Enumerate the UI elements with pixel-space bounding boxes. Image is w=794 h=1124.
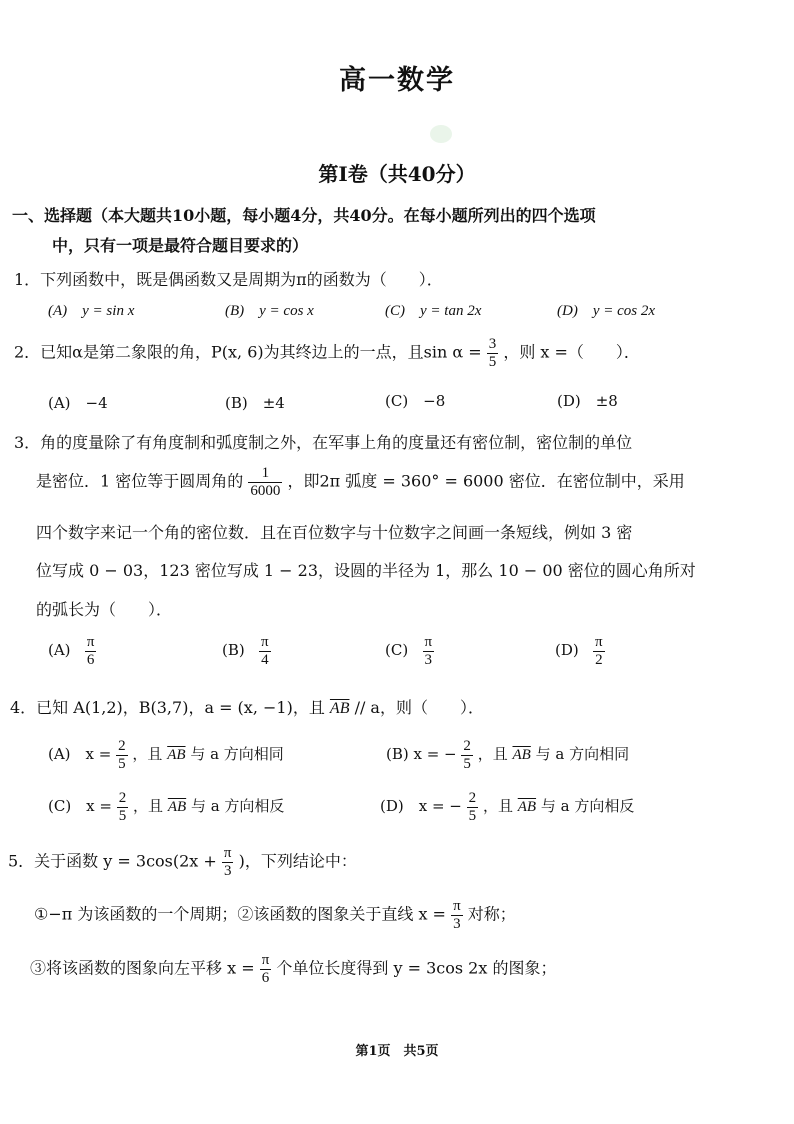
q1-stem: 1．下列函数中，既是偶函数又是周期为π的函数为（ ）． — [14, 270, 443, 289]
q4-d-label: (D) x = − — [380, 797, 462, 815]
q5-statement-3 — [30, 952, 556, 986]
q3-option-a-label: (A) — [48, 641, 71, 659]
q4-d-num: 2 — [468, 790, 477, 806]
q4-a-den: 5 — [118, 755, 126, 772]
q5-s3-pre: ③将该函数的图象向左平移 x = — [30, 958, 255, 978]
q5-stem-pre: 5．关于函数 y = 3cos(2x + — [8, 851, 217, 871]
q4-vector-ab: $\overline{AB}$ — [329, 700, 350, 717]
q4-d-den: 5 — [468, 807, 477, 824]
q3-line3: 四个数字来记一个角的密位数．且在百位数字与十位数字之间画一条短线，例如 3 密 — [36, 523, 633, 542]
q4-a-num: 2 — [118, 738, 126, 754]
q4-option-c — [48, 790, 284, 824]
q4-stem-post: // a，则（ ）． — [354, 698, 484, 717]
q5-s1-num: π — [453, 898, 461, 914]
part1-header-line1: 一、选择题（本大题共10小题，每小题4分，共40分。在每小题所列出的四个选项 — [12, 206, 596, 225]
q5-s1-post: 对称； — [467, 904, 516, 924]
q5-s1-pre: ①−π 为该函数的一个周期；②该函数的图象关于直线 x = — [34, 904, 446, 924]
q3-c-den: 3 — [424, 651, 433, 668]
q3-option-b-fraction — [259, 634, 271, 668]
q4-b-den: 5 — [463, 755, 471, 772]
q2-option-d: (D) ±8 — [557, 392, 618, 410]
q4-b-tail: 与 a 方向相同 — [535, 745, 630, 763]
q3-d-den: 2 — [595, 651, 603, 668]
q4-c-label: (C) x = — [48, 797, 112, 815]
part1-header-line2: 中，只有一项是最符合题目要求的） — [52, 236, 309, 255]
q2-frac-num: 3 — [488, 336, 497, 352]
q5-s3-den: 6 — [261, 969, 270, 986]
q4-c-den: 5 — [118, 807, 127, 824]
q3-option-c — [385, 634, 434, 668]
q4-c-vec: $\overline{AB}$ — [167, 799, 187, 815]
q4-stem-pre: 4．已知 A(1,2)，B(3,7)，a = (x, −1)，且 — [10, 698, 325, 717]
q4-c-post: ，且 — [133, 797, 164, 815]
q4-d-post: ，且 — [482, 797, 513, 815]
q3-line2-pre: 是密位．1 密位等于圆周角的 — [36, 471, 244, 491]
q5-stem-fraction — [222, 845, 234, 879]
q5-stem-den: 3 — [223, 862, 232, 879]
q2-stem-pre: 2．已知α是第二象限的角，P(x, 6)为其终边上的一点，且sin α = — [14, 342, 482, 362]
q5-s1-den: 3 — [453, 915, 461, 932]
q3-frac-den: 6000 — [250, 482, 281, 499]
q2-stem — [14, 336, 640, 370]
q3-option-c-label: (C) — [385, 641, 409, 659]
q4-option-a — [48, 738, 284, 772]
q2-frac-den: 5 — [488, 353, 497, 370]
q4-b-label: (B) x = − — [386, 745, 457, 763]
q3-c-num: π — [424, 634, 433, 650]
q3-line2-post: ，即2π 弧度 = 360° = 6000 密位．在密位制中，采用 — [287, 471, 685, 491]
q4-option-b — [386, 738, 629, 772]
q3-fraction — [248, 465, 282, 499]
q4-b-post: ，且 — [477, 745, 508, 763]
q3-line1: 3．角的度量除了有角度制和弧度制之外，在军事上角的度量还有密位制，密位制的单位 — [14, 433, 633, 452]
q3-a-den: 6 — [86, 651, 95, 668]
page-footer: 第1页 共5页 — [355, 1044, 439, 1059]
q3-option-d-label: (D) — [555, 641, 579, 659]
q2-fraction — [487, 336, 499, 370]
q3-option-c-fraction — [423, 634, 435, 668]
q3-line2 — [36, 465, 685, 499]
q4-c-tail: 与 a 方向相反 — [190, 797, 285, 815]
q3-option-a-fraction — [85, 634, 97, 668]
q4-d-fraction — [467, 790, 479, 824]
q4-a-fraction — [116, 738, 128, 772]
q4-option-d — [380, 790, 634, 824]
q5-s3-num: π — [261, 952, 270, 968]
q4-stem — [10, 695, 484, 718]
q5-s3-post: 个单位长度得到 y = 3cos 2x 的图象； — [276, 958, 557, 978]
q5-stem-num: π — [223, 845, 232, 861]
q2-option-b: (B) ±4 — [225, 394, 285, 412]
q1-option-d: (D) y = cos 2x — [557, 303, 656, 319]
q3-line4: 位写成 0 − 03，123 密位写成 1 − 23，设圆的半径为 1，那么 10 − 00 密位的圆心角所对 — [36, 561, 696, 580]
q3-option-d-fraction — [593, 634, 605, 668]
q2-stem-post: ，则 x =（ ）． — [503, 342, 640, 362]
q3-b-num: π — [261, 634, 269, 650]
q5-s1-fraction — [451, 898, 463, 932]
q3-b-den: 4 — [261, 651, 269, 668]
q3-option-a — [48, 634, 96, 668]
q2-option-a: (A) −4 — [48, 394, 108, 412]
q4-a-label: (A) x = — [48, 745, 112, 763]
q3-a-num: π — [86, 634, 95, 650]
q5-stem-post: )，下列结论中： — [238, 851, 357, 871]
q4-b-vec: $\overline{AB}$ — [512, 747, 531, 763]
q3-line5: 的弧长为（ ）． — [36, 600, 173, 619]
q1-option-b: (B) y = cos x — [225, 303, 314, 319]
page-title: 高一数学 — [339, 65, 455, 96]
q3-d-num: π — [595, 634, 603, 650]
q3-option-b-label: (B) — [222, 641, 245, 659]
q4-d-tail: 与 a 方向相反 — [540, 797, 635, 815]
section-title: 第Ⅰ卷（共40分） — [318, 162, 476, 186]
q4-d-vec: $\overline{AB}$ — [517, 799, 537, 815]
scan-smudge — [430, 125, 452, 143]
q4-a-tail: 与 a 方向相同 — [190, 745, 284, 763]
q3-option-b — [222, 634, 271, 668]
q4-a-vec: $\overline{AB}$ — [167, 747, 186, 763]
q4-b-fraction — [461, 738, 473, 772]
q4-a-post: ，且 — [132, 745, 163, 763]
q4-c-num: 2 — [118, 790, 127, 806]
q5-s3-fraction — [260, 952, 272, 986]
q5-statement-1-2 — [34, 898, 516, 932]
q3-frac-num: 1 — [248, 465, 282, 483]
q3-option-d — [555, 634, 605, 668]
q2-option-c: (C) −8 — [385, 392, 446, 410]
q5-stem — [8, 845, 357, 879]
q1-option-a: (A) y = sin x — [48, 303, 135, 319]
q1-option-c: (C) y = tan 2x — [385, 303, 482, 319]
q4-c-fraction — [117, 790, 129, 824]
q4-b-num: 2 — [463, 738, 471, 754]
